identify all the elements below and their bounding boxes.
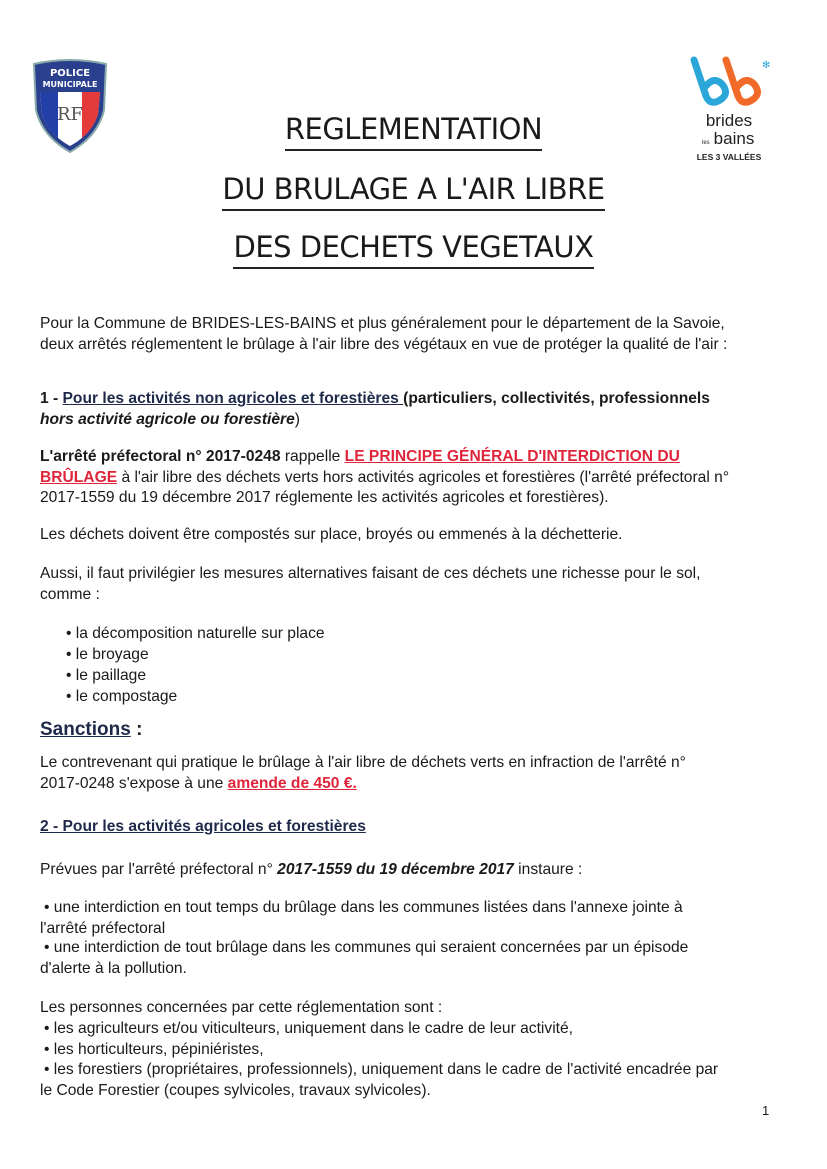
list-item: • le paillage xyxy=(66,667,147,684)
svg-text:les: les xyxy=(702,140,710,146)
section1-paragraph: Les déchets doivent être compostés sur place, broyés ou emmenés à la déchetterie. xyxy=(40,526,623,543)
list-item: • la décomposition naturelle sur place xyxy=(66,625,325,642)
list-item: • une interdiction en tout temps du brûlage dans les communes listées dans l'annexe jointe à xyxy=(44,899,683,916)
svg-text:POLICE: POLICE xyxy=(49,68,91,79)
list-item: • le broyage xyxy=(66,646,149,663)
svg-text:MUNICIPALE: MUNICIPALE xyxy=(42,80,98,89)
section1-paragraph: L'arrêté préfectoral n° 2017-0248 rappelle LE PRINCIPE GÉNÉRAL D'INTERDICTION DU xyxy=(40,448,680,465)
title-line-3: DES DECHETS VEGETAUX xyxy=(0,230,827,264)
section1-paragraph: BRÛLAGE à l'air libre des déchets verts hors activités agricoles et forestières (l'arrêté préfectoral n° xyxy=(40,469,730,486)
section1-paragraph: 2017-1559 du 19 décembre 2017 réglemente les activités agricoles et forestières). xyxy=(40,489,609,506)
list-item: • les horticulteurs, pépiniéristes, xyxy=(44,1041,264,1058)
section2-paragraph: Prévues par l'arrêté préfectoral n° 2017-1559 du 19 décembre 2017 instaure : xyxy=(40,861,583,878)
brides-les-bains-logo xyxy=(688,56,770,166)
list-item: • le compostage xyxy=(66,688,178,705)
section1-heading: 1 - Pour les activités non agricoles et forestières (particuliers, collectivités, professionnels xyxy=(40,390,710,407)
svg-text:LES 3 VALLÉES: LES 3 VALLÉES xyxy=(696,152,762,162)
intro-line: deux arrêtés réglementent le brûlage à l'air libre des végétaux en vue de protéger la qualité de l'air : xyxy=(40,336,728,353)
section2-paragraph: Les personnes concernées par cette réglementation sont : xyxy=(40,999,443,1016)
list-item: le Code Forestier (coupes sylvicoles, travaux sylvicoles). xyxy=(40,1082,431,1099)
svg-text:RF: RF xyxy=(56,104,84,125)
svg-text:brides: brides xyxy=(705,111,753,130)
section1-paragraph: comme : xyxy=(40,586,100,603)
list-item: d'alerte à la pollution. xyxy=(40,960,187,977)
sanctions-text: 2017-0248 s'expose à une amende de 450 €. xyxy=(40,775,357,792)
section1-paragraph: Aussi, il faut privilégier les mesures alternatives faisant de ces déchets une richesse pour le sol, xyxy=(40,565,701,582)
page-number: 1 xyxy=(762,1103,770,1118)
title-line-1: REGLEMENTATION xyxy=(0,112,827,146)
sanctions-text: Le contrevenant qui pratique le brûlage à l'air libre de déchets verts en infraction de l'arrêté n° xyxy=(40,754,686,771)
list-item: • une interdiction de tout brûlage dans les communes qui seraient concernées par un épisode xyxy=(44,939,689,956)
list-item: • les agriculteurs et/ou viticulteurs, uniquement dans le cadre de leur activité, xyxy=(44,1020,573,1037)
section1-heading-cont: hors activité agricole ou forestière) xyxy=(40,411,300,428)
intro-line: Pour la Commune de BRIDES-LES-BAINS et plus généralement pour le département de la Savoie, xyxy=(40,315,725,332)
section2-heading: 2 - Pour les activités agricoles et forestières xyxy=(40,818,366,835)
list-item: l'arrêté préfectoral xyxy=(40,920,166,937)
sanctions-heading: Sanctions : xyxy=(40,719,143,740)
list-item: • les forestiers (propriétaires, professionnels), uniquement dans le cadre de l'activité encadrée par xyxy=(44,1061,719,1078)
svg-text:bains: bains xyxy=(713,129,755,148)
svg-text:✻: ✻ xyxy=(762,60,770,71)
title-line-2: DU BRULAGE A L'AIR LIBRE xyxy=(0,172,827,206)
